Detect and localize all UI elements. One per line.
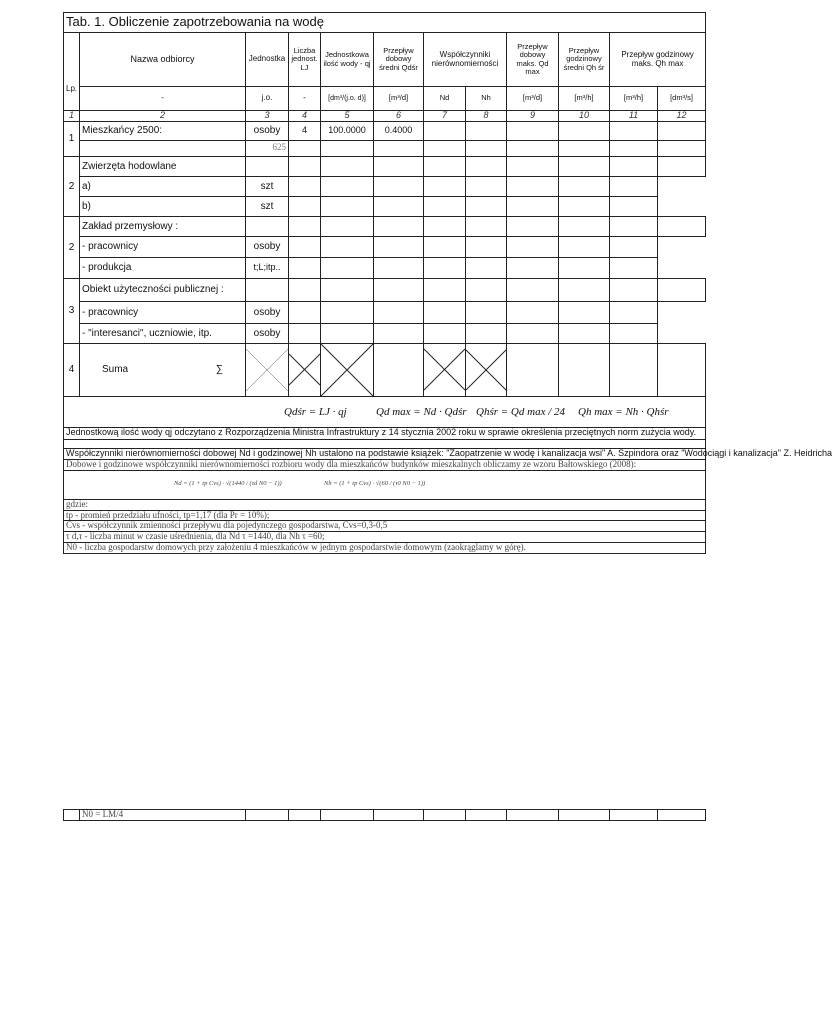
empty-cell — [289, 810, 321, 821]
empty-cell — [321, 323, 374, 343]
empty-cell — [289, 236, 321, 257]
empty-cell — [559, 810, 610, 821]
unit-cell: [m³/h] — [559, 87, 610, 111]
empty-cell — [559, 196, 610, 216]
empty-cell — [507, 196, 559, 216]
crossed-cell — [321, 343, 374, 396]
empty-cell — [424, 176, 466, 196]
empty-cell — [466, 301, 507, 323]
empty-cell — [466, 810, 507, 821]
unit-cell: [m³/d] — [374, 87, 424, 111]
row-name: Obiekt użyteczności publicznej : — [80, 278, 246, 301]
row-daily-avg: 0.4000 — [374, 121, 424, 140]
empty-cell — [658, 278, 706, 301]
formula-hourly-max: Qh max = Nh · Qhśr — [578, 405, 669, 418]
crossed-cell — [289, 343, 321, 396]
empty-cell — [658, 216, 706, 236]
table-row — [64, 301, 706, 323]
empty-cell — [559, 301, 610, 323]
table-row — [64, 236, 706, 257]
bottom-strip — [63, 809, 705, 821]
units-row — [64, 87, 706, 111]
empty-cell — [559, 236, 610, 257]
table-row — [64, 323, 706, 343]
empty-cell — [374, 257, 424, 278]
empty-cell — [610, 278, 658, 301]
crossed-cell — [466, 343, 507, 396]
empty-cell — [424, 196, 466, 216]
col-number: 1 — [64, 111, 80, 122]
empty-cell — [374, 176, 424, 196]
empty-cell — [424, 236, 466, 257]
empty-cell — [321, 140, 374, 156]
water-demand-sheet — [63, 12, 832, 554]
formula-nd: Nd = (1 + tp Cvs) · √(1440 / (τd N0 − 1)) — [174, 479, 282, 487]
col-number: 8 — [466, 111, 507, 122]
empty-cell — [424, 323, 466, 343]
col-number: 4 — [289, 111, 321, 122]
empty-cell — [559, 121, 610, 140]
header-count: Liczba jednost. LJ — [289, 33, 321, 87]
empty-cell — [559, 140, 610, 156]
empty-cell — [424, 121, 466, 140]
empty-cell — [610, 301, 658, 323]
row-name: - produkcja — [80, 257, 246, 278]
unit-cell: Nd — [424, 87, 466, 111]
col-number: 2 — [80, 111, 246, 122]
empty-cell — [289, 257, 321, 278]
empty-cell — [246, 278, 289, 301]
row-name: Zakład przemysłowy : — [80, 216, 246, 236]
row-count: 4 — [289, 121, 321, 140]
table-row — [64, 140, 706, 156]
row-unit: t;L;itp.. — [246, 257, 289, 278]
empty-cell — [658, 156, 706, 176]
header-hourly-max: Przepływ godzinowy maks. Qh max — [610, 33, 706, 87]
header-coefficients: Współczynniki nierównomierności — [424, 33, 507, 87]
empty-cell — [374, 810, 424, 821]
header-name: Nazwa odbiorcy — [80, 33, 246, 87]
sigma-symbol: ∑ — [215, 364, 223, 376]
unit-cell: [m³/d] — [507, 87, 559, 111]
empty-cell — [610, 343, 658, 396]
n0-formula: N0 = LM/4 — [80, 810, 246, 821]
note-row — [64, 532, 706, 543]
empty-cell — [559, 176, 610, 196]
col-number: 7 — [424, 111, 466, 122]
empty-cell — [559, 323, 610, 343]
empty-cell — [246, 156, 289, 176]
empty-cell — [507, 257, 559, 278]
empty-cell — [610, 121, 658, 140]
empty-cell — [289, 156, 321, 176]
unit-cell: Nh — [466, 87, 507, 111]
unit-cell: - — [80, 87, 246, 111]
empty-cell — [466, 216, 507, 236]
crossed-cell — [424, 343, 466, 396]
formula-row — [64, 396, 706, 427]
empty-cell — [289, 216, 321, 236]
empty-cell — [610, 176, 658, 196]
header-row — [64, 33, 706, 87]
row-lp: 2 — [64, 216, 80, 278]
row-unit: osoby — [246, 121, 289, 140]
sum-label — [80, 343, 246, 396]
empty-cell — [610, 156, 658, 176]
col-number: 3 — [246, 111, 289, 122]
unit-cell: [dm³/s] — [658, 87, 706, 111]
header-daily-max: Przepływ dobowy maks. Qd max — [507, 33, 559, 87]
empty-cell — [610, 323, 658, 343]
row-name: - "interesanci", uczniowie, itp. — [80, 323, 246, 343]
table-row — [64, 278, 706, 301]
row-unit: szt — [246, 176, 289, 196]
table-row — [64, 216, 706, 236]
header-daily-avg: Przepływ dobowy średni Qdśr — [374, 33, 424, 87]
empty-cell — [507, 810, 559, 821]
empty-cell — [424, 301, 466, 323]
empty-cell — [374, 236, 424, 257]
row-unit: osoby — [246, 236, 289, 257]
empty-cell — [610, 257, 658, 278]
header-unit-amount: Jednostkowa ilość wody - qj — [321, 33, 374, 87]
formula-nh: Nh = (1 + tp Cvs) · √(60 / (τ0 N0 − 1)) — [324, 479, 426, 487]
empty-cell — [559, 343, 610, 396]
water-demand-table — [63, 12, 832, 554]
empty-cell — [374, 196, 424, 216]
empty-cell — [559, 257, 610, 278]
empty-cell — [424, 156, 466, 176]
col-number: 9 — [507, 111, 559, 122]
empty-cell — [507, 140, 559, 156]
households-count: 625 — [246, 140, 289, 156]
empty-cell — [321, 216, 374, 236]
row-name: Mieszkańcy 2500: — [80, 121, 246, 140]
empty-cell — [466, 121, 507, 140]
formula-daily-avg: Qdśr = LJ · qj — [284, 405, 347, 418]
empty-cell — [507, 156, 559, 176]
empty-cell — [466, 323, 507, 343]
empty-cell — [374, 140, 424, 156]
empty-cell — [321, 236, 374, 257]
column-number-row — [64, 111, 706, 122]
empty-cell — [374, 301, 424, 323]
row-name: - pracownicy — [80, 301, 246, 323]
empty-cell — [321, 257, 374, 278]
unit-cell: j.o. — [246, 87, 289, 111]
header-lp: Lp. — [64, 33, 80, 111]
empty-cell — [610, 196, 658, 216]
empty-cell — [658, 343, 706, 396]
empty-cell — [321, 301, 374, 323]
header-hourly-avg: Przepływ godzinowy średni Qh śr — [559, 33, 610, 87]
col-number: 6 — [374, 111, 424, 122]
row-unit: szt — [246, 196, 289, 216]
empty-cell — [289, 176, 321, 196]
empty-cell — [559, 278, 610, 301]
empty-cell — [466, 156, 507, 176]
empty-cell — [466, 196, 507, 216]
coefficient-formula-cell — [64, 470, 706, 499]
note-cvs: Cvs - współczynnik zmienności przepływu dla pojedynczego gospodarstwa, Cvs=0,3-0,5 — [64, 521, 706, 532]
formula-row-2 — [64, 470, 706, 499]
unit-cell: - — [289, 87, 321, 111]
note-n0: N0 - liczba gospodarstw domowych przy założeniu 4 mieszkańców w jednym gospodarstwie domowym (zaokrąglamy w górę). — [64, 543, 706, 554]
empty-cell — [374, 278, 424, 301]
empty-cell — [374, 156, 424, 176]
empty-cell — [424, 278, 466, 301]
note-row — [64, 510, 706, 521]
row-unit-amount: 100.0000 — [321, 121, 374, 140]
empty-cell — [610, 236, 658, 257]
empty-cell — [507, 278, 559, 301]
formula-hourly-avg: Qhśr = Qd max / 24 — [476, 405, 566, 418]
crossed-cell — [246, 343, 289, 396]
empty-cell — [466, 278, 507, 301]
table-row — [64, 121, 706, 140]
formula-cell — [64, 396, 706, 427]
note-row — [64, 459, 706, 470]
row-lp: 1 — [64, 121, 80, 156]
row-lp: 4 — [64, 343, 80, 396]
empty-cell — [289, 140, 321, 156]
note-row — [64, 427, 706, 439]
empty-cell — [507, 176, 559, 196]
empty-cell — [507, 323, 559, 343]
empty-cell — [507, 301, 559, 323]
note-row — [64, 543, 706, 554]
table-row — [64, 257, 706, 278]
title-row — [64, 13, 706, 33]
empty-cell — [610, 810, 658, 821]
unit-cell: [m³/h] — [610, 87, 658, 111]
note-row — [64, 521, 706, 532]
empty-cell — [424, 257, 466, 278]
empty-cell — [64, 810, 80, 821]
row-unit: osoby — [246, 323, 289, 343]
row-lp: 2 — [64, 156, 80, 216]
empty-cell — [321, 156, 374, 176]
table-title: Tab. 1. Obliczenie zapotrzebowania na wodę — [64, 13, 706, 33]
empty-cell — [507, 216, 559, 236]
unit-cell: [dm³/(j.o. d)] — [321, 87, 374, 111]
table-row — [64, 176, 706, 196]
empty-cell — [289, 278, 321, 301]
empty-cell — [610, 216, 658, 236]
row-name: b) — [80, 196, 246, 216]
empty-cell — [246, 216, 289, 236]
col-number: 12 — [658, 111, 706, 122]
table-row — [64, 156, 706, 176]
empty-cell — [321, 176, 374, 196]
empty-cell — [246, 810, 289, 821]
bottom-table — [63, 809, 706, 821]
note-unit-amount: Jednostkową ilość wody qj odczytano z Rozporządzenia Ministra Infrastruktury z 14 stycznia 2002 roku w sprawie określenia przeciętnych norm zużycia wody. — [64, 427, 706, 439]
empty-cell — [610, 140, 658, 156]
empty-cell — [289, 323, 321, 343]
note-formula-source: Dobowe i godzinowe współczynniki nierównomierności rozbioru wody dla mieszkańców budynków mieszkalnych obliczamy ze wzoru Bałtowskiego (2008): — [64, 459, 706, 470]
empty-cell — [424, 810, 466, 821]
empty-cell — [321, 196, 374, 216]
row-lp: 3 — [64, 278, 80, 343]
sum-text: Suma — [102, 364, 129, 376]
bottom-row — [64, 810, 706, 821]
row-name: a) — [80, 176, 246, 196]
empty-cell — [466, 140, 507, 156]
sum-row — [64, 343, 706, 396]
empty-cell — [374, 323, 424, 343]
note-row — [64, 448, 706, 459]
empty-cell — [507, 121, 559, 140]
table-row — [64, 196, 706, 216]
empty-cell — [289, 196, 321, 216]
empty-cell — [321, 810, 374, 821]
row-unit: osoby — [246, 301, 289, 323]
note-coefficients: Współczynniki nierównomierności dobowej Nd i godzinowej Nh ustalono na podstawie książek: "Zaopatrzenie w wodę i kanalizacja wsi" A. Szpindora oraz "Wodociągi i kanalizacja" Z. Heidricha — [64, 448, 706, 459]
empty-cell — [321, 278, 374, 301]
col-number: 10 — [559, 111, 610, 122]
note-tp: tp - promień przedziału ufności, tp=1,17 (dla Pr = 10%); — [64, 510, 706, 521]
empty-cell — [374, 216, 424, 236]
note-tau: τ d,τ - liczba minut w czasie uśrednienia, dla Nd τ =1440, dla Nh τ =60; — [64, 532, 706, 543]
note-row — [64, 499, 706, 510]
empty-cell — [559, 216, 610, 236]
empty-cell — [466, 236, 507, 257]
empty-cell — [559, 156, 610, 176]
empty-cell — [80, 140, 246, 156]
empty-cell — [424, 216, 466, 236]
empty-cell — [374, 343, 424, 396]
row-name: Zwierzęta hodowlane — [80, 156, 246, 176]
empty-cell — [466, 257, 507, 278]
col-number: 5 — [321, 111, 374, 122]
note-where: gdzie: — [64, 499, 706, 510]
empty-cell — [658, 121, 706, 140]
empty-cell — [507, 343, 559, 396]
header-unit: Jednostka — [246, 33, 289, 87]
empty-cell — [658, 810, 706, 821]
empty-cell — [289, 301, 321, 323]
col-number: 11 — [610, 111, 658, 122]
empty-cell — [507, 236, 559, 257]
empty-cell — [466, 176, 507, 196]
empty-cell — [424, 140, 466, 156]
empty-cell — [658, 140, 706, 156]
row-name: - pracownicy — [80, 236, 246, 257]
formula-daily-max: Qd max = Nd · Qdśr — [376, 405, 467, 418]
